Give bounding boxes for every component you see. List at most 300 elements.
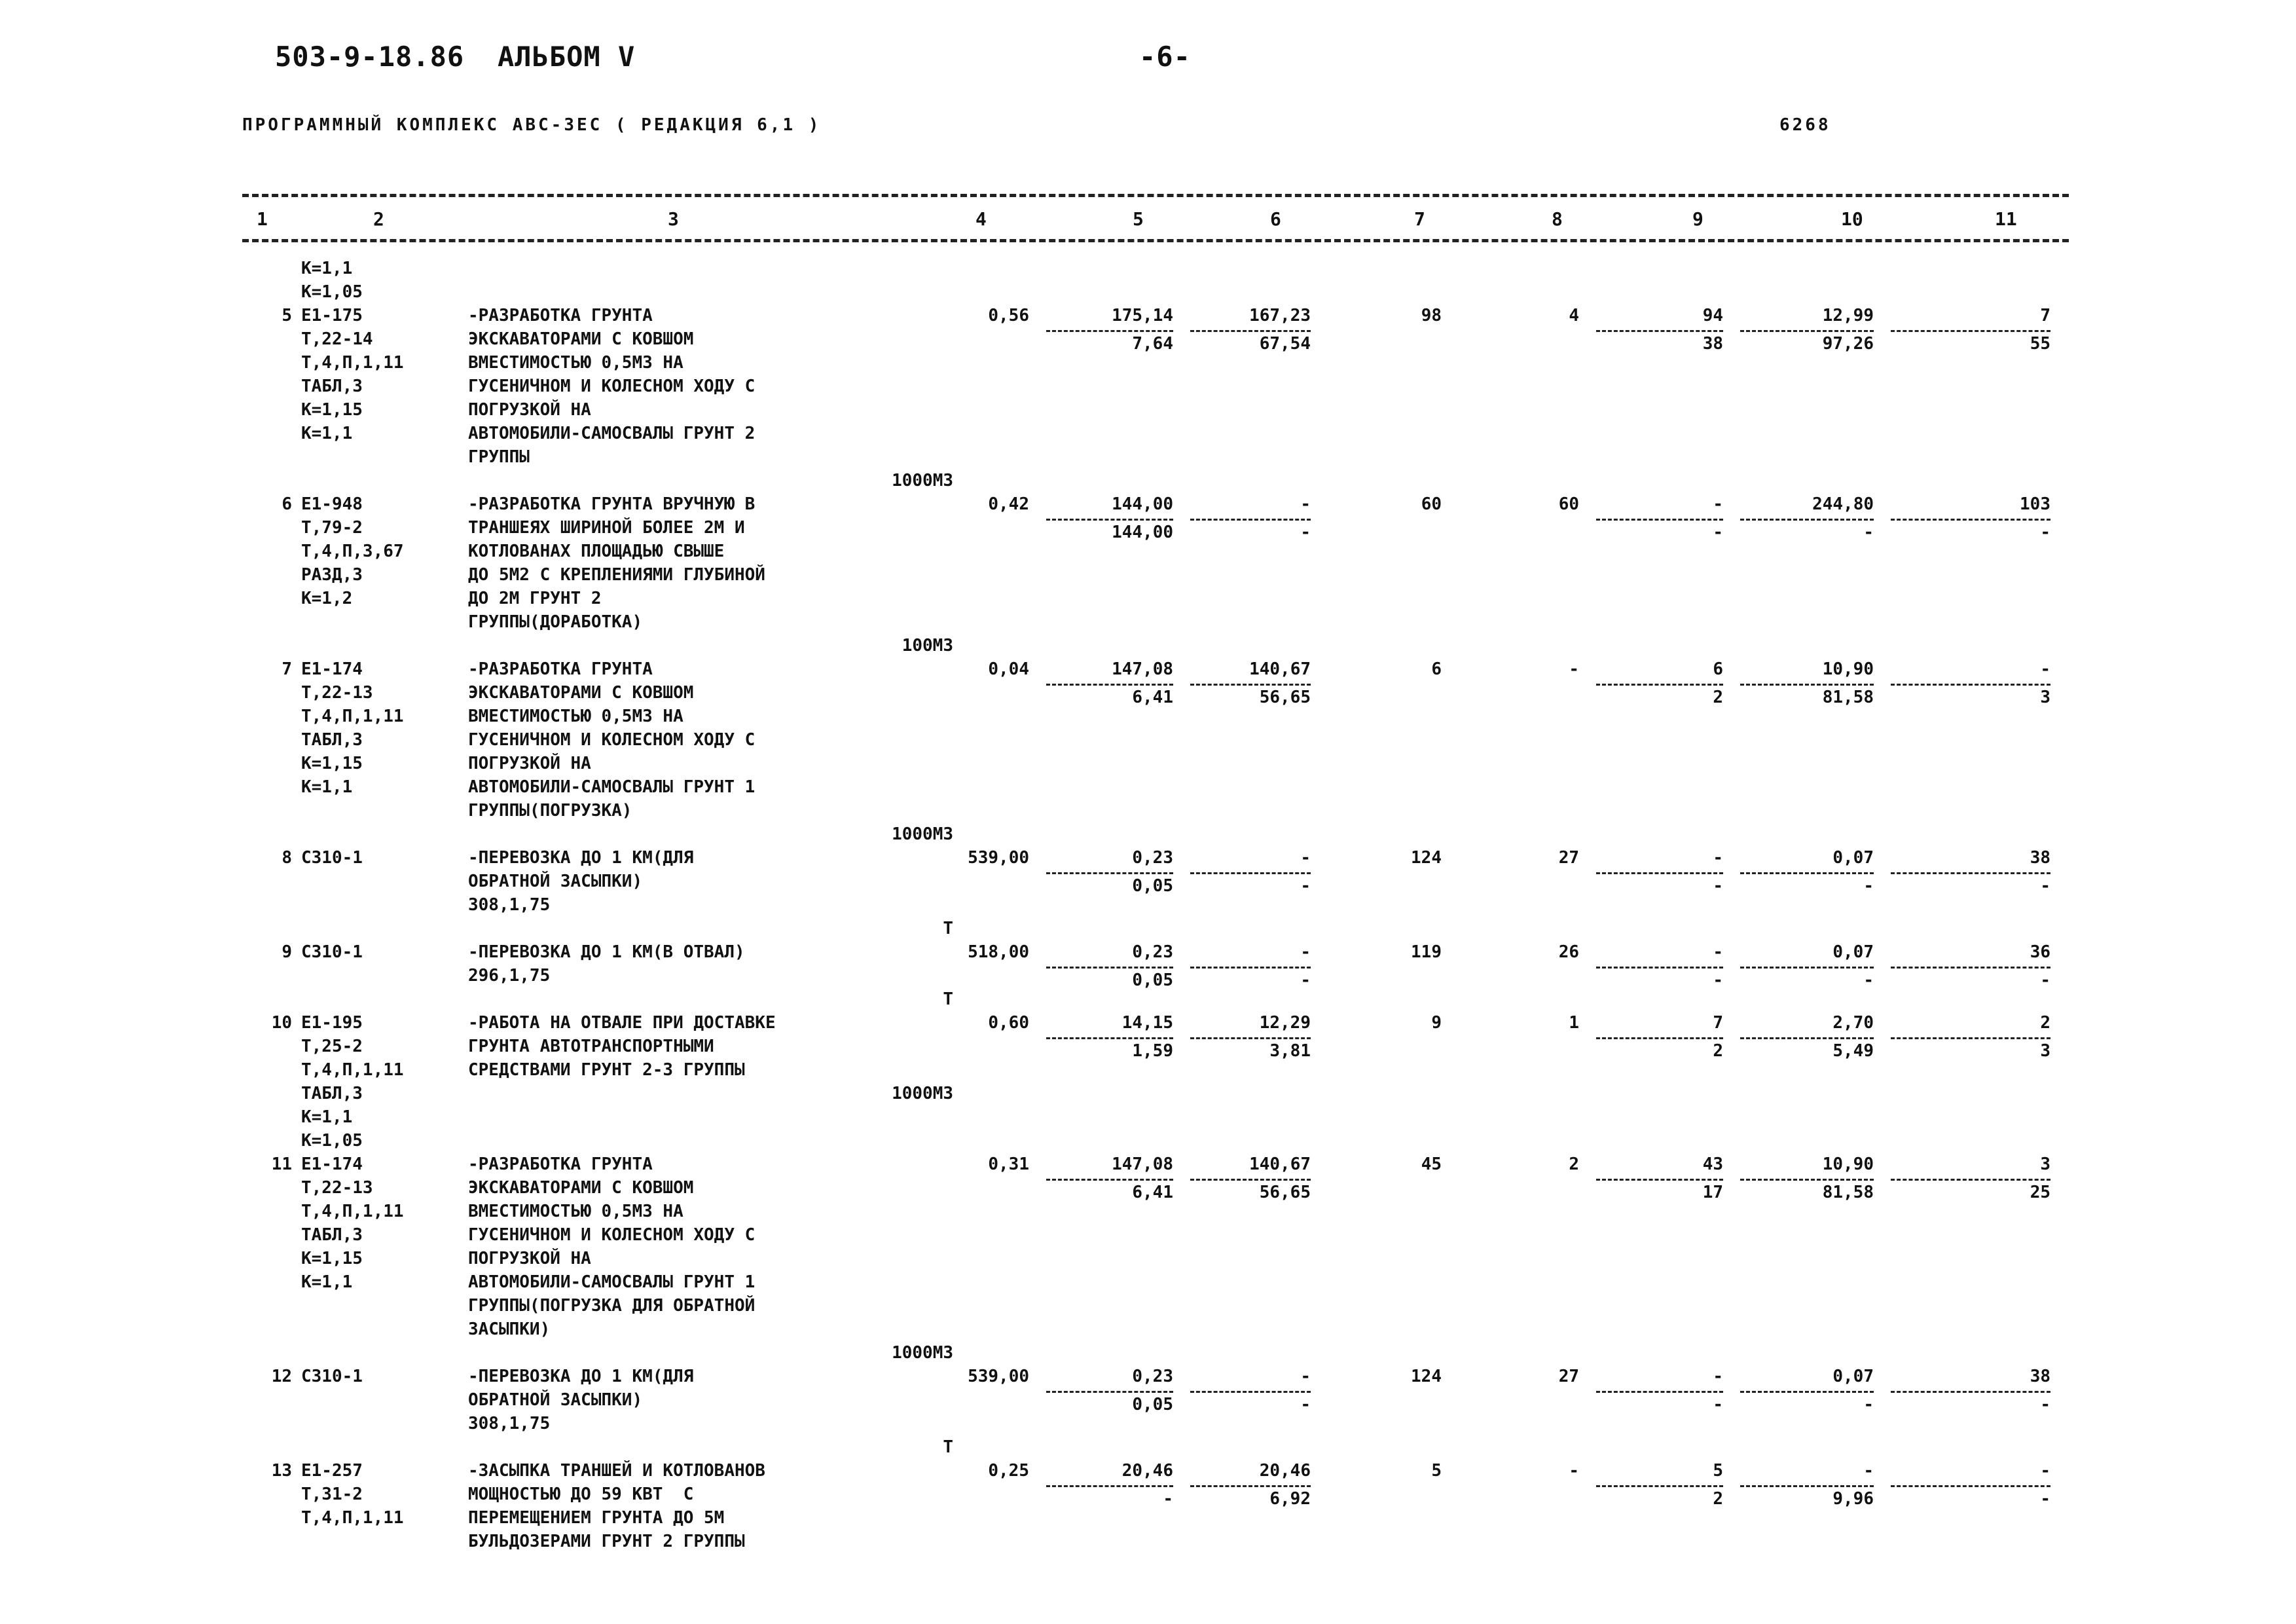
norm-codes	[301, 257, 468, 304]
album-label: АЛЬБОМ V	[498, 41, 636, 73]
norm-code: С310-1	[301, 942, 363, 962]
norm-code: Е1-174	[301, 1154, 363, 1174]
norm-code: К=1,15	[301, 400, 363, 420]
column-header: 7	[1414, 208, 1425, 230]
description-line: 308,1,75	[468, 895, 551, 915]
wages-cost	[1447, 257, 1584, 304]
norm-codes	[301, 846, 468, 940]
table-row	[242, 1365, 2069, 1459]
work-description	[468, 940, 956, 1011]
machine-total	[1584, 846, 1728, 940]
machine-cost-top: 20,46	[1259, 1461, 1311, 1481]
labor-norm	[1728, 657, 1879, 846]
labor-total-top: 2	[2040, 1013, 2050, 1033]
column-header: 6	[1270, 208, 1281, 230]
program-title: ПРОГРАММНЫЙ КОМПЛЕКС АВС-3ЕС ( РЕДАКЦИЯ 6,1 )	[242, 115, 822, 135]
unit-cost-top: 147,08	[1112, 1154, 1173, 1174]
description-line: ОБРАТНОЙ ЗАСЫПКИ)	[468, 1390, 643, 1410]
column-header: 9	[1692, 208, 1704, 230]
machine-cost	[1178, 1365, 1316, 1459]
description-line: ГРУНТА АВТОТРАНСПОРТНЫМИ	[468, 1037, 714, 1056]
machine-cost-top: 140,67	[1249, 1154, 1311, 1174]
norm-code: РАЗД,3	[301, 565, 363, 585]
description-line: МОЩНОСТЬЮ ДО 59 КВТ С	[468, 1485, 694, 1504]
table-row	[242, 846, 2069, 940]
quantity-value: 0,31	[988, 1154, 1029, 1174]
wages-cost: 26	[1558, 942, 1579, 962]
norm-code: С310-1	[301, 1367, 363, 1386]
unit-cost-bottom: 144,00	[1112, 523, 1173, 542]
total-cost: 124	[1411, 848, 1442, 868]
unit-cost-bottom: -	[1163, 1489, 1173, 1509]
unit-cost-bottom: 7,64	[1132, 334, 1173, 354]
machine-cost-top: 140,67	[1249, 659, 1311, 679]
work-description	[468, 304, 956, 492]
quantity-value: 539,00	[968, 1367, 1029, 1386]
description-line: 296,1,75	[468, 966, 551, 986]
quantity-value: 0,42	[988, 494, 1029, 514]
machine-cost	[1178, 657, 1316, 846]
norm-code: К=1,15	[301, 1249, 363, 1268]
description-line: ГУСЕНИЧНОМ И КОЛЕСНОМ ХОДУ С	[468, 1225, 756, 1245]
unit-cost	[1034, 304, 1178, 492]
description-line: ГУСЕНИЧНОМ И КОЛЕСНОМ ХОДУ С	[468, 377, 756, 396]
quantity-value: 0,56	[988, 306, 1029, 325]
labor-total	[1879, 257, 2056, 304]
labor-norm-top: -	[1863, 1461, 1874, 1481]
description-line: ПОГРУЗКОЙ НА	[468, 754, 591, 773]
machine-total-bottom: 2	[1713, 1041, 1723, 1061]
unit-of-measure: Т	[943, 1437, 953, 1457]
unit-cost-bottom: 1,59	[1132, 1041, 1173, 1061]
machine-cost-bottom: -	[1300, 876, 1311, 896]
unit-cost-bottom: 0,05	[1132, 970, 1173, 990]
labor-total-top: 38	[2030, 848, 2050, 868]
labor-norm	[1728, 1365, 1879, 1459]
machine-cost-bottom: 56,65	[1259, 1183, 1311, 1202]
machine-total-top: -	[1713, 494, 1723, 514]
total-cost: 124	[1411, 1367, 1442, 1386]
machine-total	[1584, 1459, 1728, 1553]
labor-total	[1879, 1153, 2056, 1365]
estimate-table	[242, 257, 2069, 1553]
description-line: -ЗАСЫПКА ТРАНШЕЙ И КОТЛОВАНОВ	[468, 1461, 765, 1481]
description-line: -РАЗРАБОТКА ГРУНТА	[468, 659, 653, 679]
unit-of-measure: 1000М3	[892, 471, 953, 490]
item-number: 12	[271, 1367, 292, 1386]
norm-codes	[301, 492, 468, 657]
norm-code: Т,4,П,1,11	[301, 1508, 404, 1528]
machine-cost-bottom: 6,92	[1269, 1489, 1311, 1509]
machine-cost-bottom: -	[1300, 523, 1311, 542]
work-description	[468, 657, 956, 846]
machine-total-bottom: 17	[1702, 1183, 1723, 1202]
norm-code: К=1,1	[301, 777, 353, 797]
labor-norm-bottom: 5,49	[1832, 1041, 1874, 1061]
labor-norm	[1728, 1459, 1879, 1553]
norm-code: Т,4,П,1,11	[301, 1202, 404, 1221]
quantity-value: 518,00	[968, 942, 1029, 962]
description-line: АВТОМОБИЛИ-САМОСВАЛЫ ГРУНТ 2	[468, 424, 756, 443]
norm-code: К=1,15	[301, 754, 363, 773]
machine-cost-bottom: 56,65	[1259, 688, 1311, 707]
work-description	[468, 1459, 956, 1553]
unit-cost-top: 20,46	[1121, 1461, 1173, 1481]
description-line: ПЕРЕМЕЩЕНИЕМ ГРУНТА ДО 5М	[468, 1508, 725, 1528]
norm-code: К=1,1	[301, 1107, 353, 1127]
labor-norm	[1728, 940, 1879, 1011]
norm-code: Е1-948	[301, 494, 363, 514]
machine-cost-top: 12,29	[1259, 1013, 1311, 1033]
item-number: 8	[282, 848, 292, 868]
unit-of-measure: Т	[943, 989, 953, 1009]
table-row	[242, 304, 2069, 492]
labor-norm-bottom: -	[1863, 970, 1874, 990]
description-line: ПОГРУЗКОЙ НА	[468, 400, 591, 420]
machine-cost-top: -	[1300, 494, 1311, 514]
wages-cost: -	[1569, 1461, 1579, 1481]
labor-total-bottom: -	[2040, 1489, 2050, 1509]
norm-code: Т,4,П,3,67	[301, 542, 404, 561]
item-number: 10	[271, 1013, 292, 1033]
norm-code: К=1,1	[301, 424, 353, 443]
norm-code: ТАБЛ,3	[301, 377, 363, 396]
item-number: 13	[271, 1461, 292, 1481]
unit-cost	[1034, 1459, 1178, 1553]
machine-cost-top: -	[1300, 848, 1311, 868]
labor-norm	[1728, 846, 1879, 940]
column-header: 10	[1841, 208, 1863, 230]
column-header-row	[242, 208, 2069, 234]
work-description	[468, 492, 956, 657]
description-line: ГРУППЫ(ПОГРУЗКА ДЛЯ ОБРАТНОЙ	[468, 1296, 756, 1316]
wages-cost: 27	[1558, 1367, 1579, 1386]
norm-code: Т,31-2	[301, 1485, 363, 1504]
header-rule	[242, 239, 2069, 242]
machine-cost-top: -	[1300, 1367, 1311, 1386]
labor-total-top: -	[2040, 1461, 2050, 1481]
total-cost: 98	[1421, 306, 1442, 325]
description-line: ЭКСКАВАТОРАМИ С КОВШОМ	[468, 1178, 694, 1198]
description-line: СРЕДСТВАМИ ГРУНТ 2-3 ГРУППЫ	[468, 1060, 745, 1080]
wages-cost: 27	[1558, 848, 1579, 868]
description-line: АВТОМОБИЛИ-САМОСВАЛЫ ГРУНТ 1	[468, 1272, 756, 1292]
description-line: -ПЕРЕВОЗКА ДО 1 КМ(В ОТВАЛ)	[468, 942, 745, 962]
labor-total	[1879, 657, 2056, 846]
machine-cost-bottom: 3,81	[1269, 1041, 1311, 1061]
labor-norm-bottom: 97,26	[1822, 334, 1874, 354]
norm-code: К=1,1	[301, 1272, 353, 1292]
labor-total-bottom: 3	[2040, 1041, 2050, 1061]
wages-cost: 4	[1569, 306, 1579, 325]
item-number: 6	[282, 494, 292, 514]
machine-total-top: 7	[1713, 1013, 1723, 1033]
description-line: -РАЗРАБОТКА ГРУНТА	[468, 1154, 653, 1174]
labor-total-top: -	[2040, 659, 2050, 679]
column-header: 4	[975, 208, 987, 230]
description-line: 308,1,75	[468, 1414, 551, 1433]
unit-cost	[1034, 940, 1178, 1011]
labor-total-bottom: -	[2040, 523, 2050, 542]
machine-cost-bottom: 67,54	[1259, 334, 1311, 354]
unit-cost	[1034, 257, 1178, 304]
norm-code: ТАБЛ,3	[301, 1084, 363, 1103]
norm-code: К=1,2	[301, 589, 353, 608]
quantity-value: 0,04	[988, 659, 1029, 679]
description-line: ПОГРУЗКОЙ НА	[468, 1249, 591, 1268]
item-number: 5	[282, 306, 292, 325]
sheet-number: 6268	[1779, 115, 1831, 135]
labor-norm	[1728, 492, 1879, 657]
table-row	[242, 657, 2069, 846]
total-cost	[1316, 257, 1447, 304]
machine-total	[1584, 1365, 1728, 1459]
unit-cost-bottom: 6,41	[1132, 1183, 1173, 1202]
work-description	[468, 1153, 956, 1365]
norm-code: Е1-175	[301, 306, 363, 325]
labor-total	[1879, 492, 2056, 657]
unit-cost	[1034, 492, 1178, 657]
description-line: ВМЕСТИМОСТЬЮ 0,5М3 НА	[468, 353, 683, 373]
labor-norm-top: 244,80	[1812, 494, 1874, 514]
unit-cost-top: 147,08	[1112, 659, 1173, 679]
machine-total-bottom: -	[1713, 1395, 1723, 1414]
machine-total-bottom: 2	[1713, 688, 1723, 707]
labor-norm	[1728, 1153, 1879, 1365]
work-description	[468, 1365, 956, 1459]
machine-total-top: 94	[1702, 306, 1723, 325]
machine-cost	[1178, 492, 1316, 657]
item-number	[242, 257, 301, 304]
norm-code: К=1,1	[301, 259, 353, 278]
labor-total-bottom: -	[2040, 876, 2050, 896]
unit-cost-bottom: 0,05	[1132, 1395, 1173, 1414]
total-cost: 60	[1421, 494, 1442, 514]
unit-cost-top: 144,00	[1112, 494, 1173, 514]
norm-codes	[301, 1365, 468, 1459]
norm-code: Е1-174	[301, 659, 363, 679]
machine-total-top: 6	[1713, 659, 1723, 679]
machine-cost-top: 167,23	[1249, 306, 1311, 325]
column-header: 5	[1133, 208, 1144, 230]
norm-codes	[301, 1011, 468, 1153]
total-cost: 119	[1411, 942, 1442, 962]
column-header: 2	[373, 208, 384, 230]
description-line: ВМЕСТИМОСТЬЮ 0,5М3 НА	[468, 707, 683, 726]
machine-total-top: 43	[1702, 1154, 1723, 1174]
labor-norm-bottom: 9,96	[1832, 1489, 1874, 1509]
unit-cost-top: 0,23	[1132, 1367, 1173, 1386]
labor-norm-top: 10,90	[1822, 1154, 1874, 1174]
description-line: ОБРАТНОЙ ЗАСЫПКИ)	[468, 872, 643, 891]
labor-norm-top: 0,07	[1832, 1367, 1874, 1386]
labor-norm-top: 12,99	[1822, 306, 1874, 325]
labor-total-top: 3	[2040, 1154, 2050, 1174]
description-line: ГУСЕНИЧНОМ И КОЛЕСНОМ ХОДУ С	[468, 730, 756, 750]
labor-total	[1879, 1011, 2056, 1153]
labor-total-bottom: 25	[2030, 1183, 2050, 1202]
table-row	[242, 492, 2069, 657]
description-line: ДО 5М2 С КРЕПЛЕНИЯМИ ГЛУБИНОЙ	[468, 565, 765, 585]
machine-cost-top: -	[1300, 942, 1311, 962]
machine-total-top: 5	[1713, 1461, 1723, 1481]
machine-total-top: -	[1713, 942, 1723, 962]
wages-cost: 60	[1558, 494, 1579, 514]
unit-cost	[1034, 846, 1178, 940]
labor-norm-top: 0,07	[1832, 848, 1874, 868]
machine-total-bottom: 38	[1702, 334, 1723, 354]
machine-total	[1584, 492, 1728, 657]
description-line: ГРУППЫ(ДОРАБОТКА)	[468, 612, 643, 632]
table-row	[242, 1459, 2069, 1553]
norm-code: Т,25-2	[301, 1037, 363, 1056]
labor-norm-bottom: 81,58	[1822, 688, 1874, 707]
unit-cost	[1034, 1365, 1178, 1459]
labor-total-top: 7	[2040, 306, 2050, 325]
labor-total	[1879, 304, 2056, 492]
machine-total	[1584, 1153, 1728, 1365]
machine-cost	[1178, 257, 1316, 304]
description-line: -РАБОТА НА ОТВАЛЕ ПРИ ДОСТАВКЕ	[468, 1013, 776, 1033]
unit-of-measure: Т	[943, 919, 953, 938]
machine-cost	[1178, 1011, 1316, 1153]
unit-cost-bottom: 0,05	[1132, 876, 1173, 896]
unit-cost-top: 0,23	[1132, 942, 1173, 962]
column-header: 1	[257, 208, 268, 230]
description-line: АВТОМОБИЛИ-САМОСВАЛЫ ГРУНТ 1	[468, 777, 756, 797]
machine-cost	[1178, 940, 1316, 1011]
norm-code: Т,4,П,1,11	[301, 1060, 404, 1080]
labor-total-bottom: 55	[2030, 334, 2050, 354]
norm-codes	[301, 304, 468, 492]
labor-total-bottom: -	[2040, 970, 2050, 990]
labor-total	[1879, 940, 2056, 1011]
description-line: ЭКСКАВАТОРАМИ С КОВШОМ	[468, 683, 694, 703]
description-line: КОТЛОВАНАХ ПЛОЩАДЬЮ СВЫШЕ	[468, 542, 725, 561]
labor-norm-bottom: 81,58	[1822, 1183, 1874, 1202]
unit-of-measure: 1000М3	[892, 824, 953, 844]
quantity-value: 539,00	[968, 848, 1029, 868]
norm-code: Т,22-13	[301, 683, 373, 703]
norm-code: Т,22-14	[301, 329, 373, 349]
machine-total-bottom: -	[1713, 970, 1723, 990]
machine-total-bottom: -	[1713, 523, 1723, 542]
description-line: ТРАНШЕЯХ ШИРИНОЙ БОЛЕЕ 2М И	[468, 518, 745, 538]
total-cost: 5	[1431, 1461, 1442, 1481]
column-header: 8	[1552, 208, 1563, 230]
work-description	[468, 846, 956, 940]
total-cost: 6	[1431, 659, 1442, 679]
labor-norm-bottom: -	[1863, 523, 1874, 542]
table-row	[242, 257, 2069, 304]
unit-of-measure: 1000М3	[892, 1084, 953, 1103]
unit-cost-top: 0,23	[1132, 848, 1173, 868]
norm-codes	[301, 1459, 468, 1553]
unit-of-measure: 100М3	[902, 636, 953, 655]
description-line: -ПЕРЕВОЗКА ДО 1 КМ(ДЛЯ	[468, 1367, 694, 1386]
description-line: ЭКСКАВАТОРАМИ С КОВШОМ	[468, 329, 694, 349]
unit-cost	[1034, 657, 1178, 846]
unit-cost-top: 175,14	[1112, 306, 1173, 325]
norm-code: Т,4,П,1,11	[301, 707, 404, 726]
column-header: 11	[1995, 208, 2017, 230]
unit-of-measure: 1000М3	[892, 1343, 953, 1363]
machine-total	[1584, 657, 1728, 846]
machine-total-bottom: 2	[1713, 1489, 1723, 1509]
norm-code: Т,22-13	[301, 1178, 373, 1198]
machine-total-top: -	[1713, 1367, 1723, 1386]
unit-cost	[1034, 1153, 1178, 1365]
quantity-value: 0,25	[988, 1461, 1029, 1481]
norm-code: Т,79-2	[301, 518, 363, 538]
description-line: ГРУППЫ	[468, 447, 530, 467]
machine-total	[1584, 1011, 1728, 1153]
norm-codes	[301, 657, 468, 846]
labor-total	[1879, 846, 2056, 940]
labor-norm-top: 10,90	[1822, 659, 1874, 679]
norm-code: Т,4,П,1,11	[301, 353, 404, 373]
table-row	[242, 940, 2069, 1011]
norm-code: К=1,05	[301, 1131, 363, 1151]
description-line: -ПЕРЕВОЗКА ДО 1 КМ(ДЛЯ	[468, 848, 694, 868]
document-code: 503-9-18.86	[275, 41, 465, 73]
norm-code: Е1-195	[301, 1013, 363, 1033]
norm-code: ТАБЛ,3	[301, 730, 363, 750]
top-rule	[242, 194, 2069, 197]
labor-norm	[1728, 1011, 1879, 1153]
unit-cost-bottom: 6,41	[1132, 688, 1173, 707]
machine-total	[1584, 257, 1728, 304]
quantity-value: 0,60	[988, 1013, 1029, 1033]
description-line: ВМЕСТИМОСТЬЮ 0,5М3 НА	[468, 1202, 683, 1221]
labor-norm-top: 2,70	[1832, 1013, 1874, 1033]
labor-norm	[1728, 257, 1879, 304]
unit-cost	[1034, 1011, 1178, 1153]
norm-codes	[301, 940, 468, 1011]
norm-code: С310-1	[301, 848, 363, 868]
description-line: -РАЗРАБОТКА ГРУНТА	[468, 306, 653, 325]
norm-codes	[301, 1153, 468, 1365]
table-row	[242, 1011, 2069, 1153]
item-number: 9	[282, 942, 292, 962]
norm-code: ТАБЛ,3	[301, 1225, 363, 1245]
column-header: 3	[668, 208, 679, 230]
machine-cost	[1178, 1459, 1316, 1553]
description-line: ГРУППЫ(ПОГРУЗКА)	[468, 801, 632, 821]
machine-cost	[1178, 304, 1316, 492]
labor-total-top: 38	[2030, 1367, 2050, 1386]
machine-cost	[1178, 846, 1316, 940]
labor-total	[1879, 1365, 2056, 1459]
labor-total-top: 103	[2020, 494, 2050, 514]
wages-cost: 2	[1569, 1154, 1579, 1174]
quantity-value	[956, 257, 1034, 304]
description-line: ДО 2М ГРУНТ 2	[468, 589, 602, 608]
description-line: БУЛЬДОЗЕРАМИ ГРУНТ 2 ГРУППЫ	[468, 1532, 745, 1551]
norm-code: Е1-257	[301, 1461, 363, 1481]
item-number: 7	[282, 659, 292, 679]
labor-total-bottom: 3	[2040, 688, 2050, 707]
work-description	[468, 1011, 956, 1153]
machine-total	[1584, 304, 1728, 492]
labor-norm	[1728, 304, 1879, 492]
work-description	[468, 257, 956, 304]
description-line: -РАЗРАБОТКА ГРУНТА ВРУЧНУЮ В	[468, 494, 756, 514]
labor-norm-bottom: -	[1863, 1395, 1874, 1414]
labor-total-bottom: -	[2040, 1395, 2050, 1414]
machine-cost	[1178, 1153, 1316, 1365]
total-cost: 45	[1421, 1154, 1442, 1174]
